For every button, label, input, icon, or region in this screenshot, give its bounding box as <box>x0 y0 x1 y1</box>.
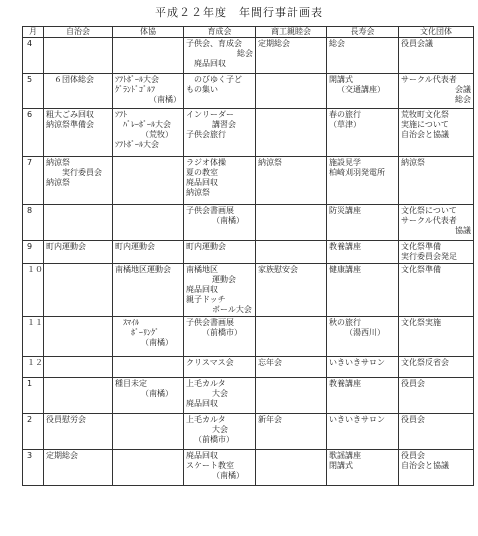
event-item: 納涼祭 <box>258 158 282 167</box>
ikuseikai-cell <box>184 205 256 241</box>
event-item: ｽﾏｲﾙ <box>123 318 139 327</box>
shoko-cell <box>256 241 327 264</box>
table-row <box>23 414 474 450</box>
event-item: 総会 <box>237 49 253 58</box>
taikyo-cell <box>113 241 184 264</box>
month-cell: 3 <box>23 450 44 486</box>
taikyo-cell <box>113 205 184 241</box>
ikuseikai-cell <box>184 157 256 205</box>
bunka-cell <box>399 157 474 205</box>
bunka-cell <box>399 264 474 317</box>
month-cell: 1 <box>23 378 44 414</box>
event-item: 自治会と協議 <box>401 461 449 470</box>
chojukai-cell <box>327 157 399 205</box>
shoko-cell <box>256 74 327 109</box>
event-item: 開講式 <box>329 75 353 84</box>
event-item: 廃品回収 <box>186 285 218 294</box>
event-item: 実施について <box>401 120 449 129</box>
month-cell: １２ <box>23 357 44 378</box>
event-item: （交通講座） <box>337 85 385 94</box>
event-item: （南橘） <box>141 389 173 398</box>
chojukai-cell <box>327 241 399 264</box>
event-item: いきいきサロン <box>329 415 385 424</box>
event-item: 秋の旅行 <box>329 318 361 327</box>
table-row <box>23 157 474 205</box>
jichikai-cell <box>44 264 113 317</box>
event-item: サークル代表者 <box>401 75 457 84</box>
chojukai-cell <box>327 450 399 486</box>
taikyo-cell <box>113 414 184 450</box>
jichikai-cell <box>44 450 113 486</box>
taikyo-cell <box>113 378 184 414</box>
event-item: 町内運動会 <box>115 242 155 251</box>
event-item: のびゆく子ど <box>194 75 242 84</box>
event-item: 春の旅行 <box>329 110 361 119</box>
taikyo-cell <box>113 157 184 205</box>
document-title: 平成２２年度 年間行事計画表 <box>155 6 323 19</box>
event-item: ﾊﾞﾚｰﾎﾞｰﾙ大会 <box>123 120 171 129</box>
jichikai-cell <box>44 357 113 378</box>
taikyo-cell <box>113 317 184 357</box>
ikuseikai-cell <box>184 264 256 317</box>
event-item: 南橘地区 <box>186 265 218 274</box>
event-item: （南橘） <box>212 471 244 480</box>
event-item: 忘年会 <box>258 358 282 367</box>
shoko-cell <box>256 378 327 414</box>
chojukai-cell <box>327 264 399 317</box>
chojukai-cell <box>327 414 399 450</box>
event-item: （南橘） <box>141 338 173 347</box>
event-item: 定期総会 <box>258 39 290 48</box>
ikuseikai-cell <box>184 317 256 357</box>
taikyo-cell <box>113 74 184 109</box>
event-item: 閉講式 <box>329 461 353 470</box>
header-bunka: 文化団体 <box>399 27 474 38</box>
event-item: 文化祭反省会 <box>401 358 449 367</box>
event-item: 歌謡講座 <box>329 451 361 460</box>
event-item: ﾎﾞｰﾘﾝｸﾞ <box>131 328 159 337</box>
event-item: 役員会 <box>401 379 425 388</box>
shoko-cell <box>256 157 327 205</box>
event-item: 粗大ごみ回収 <box>46 110 94 119</box>
header-chojukai: 長寿会 <box>327 27 399 38</box>
event-item: 総会 <box>329 39 345 48</box>
ikuseikai-cell <box>184 109 256 157</box>
ikuseikai-cell <box>184 74 256 109</box>
bunka-cell <box>399 450 474 486</box>
event-item: 荒牧町文化祭 <box>401 110 449 119</box>
header-ikuseikai: 育成会 <box>184 27 256 38</box>
chojukai-cell <box>327 38 399 74</box>
event-item: 子供会旅行 <box>186 130 226 139</box>
shoko-cell <box>256 450 327 486</box>
event-item: 総会 <box>455 95 471 104</box>
bunka-cell <box>399 414 474 450</box>
event-item: （南橘） <box>212 216 244 225</box>
event-item: 教養講座 <box>329 242 361 251</box>
event-item: 夏の教室 <box>186 168 218 177</box>
event-item: 実行委員会 <box>62 168 102 177</box>
event-item: 役員会 <box>401 451 425 460</box>
chojukai-cell <box>327 205 399 241</box>
event-item: 文化祭実施 <box>401 318 441 327</box>
event-item: 教養講座 <box>329 379 361 388</box>
event-item: ｿﾌﾄﾎﾞｰﾙ大会 <box>115 75 159 84</box>
shoko-cell <box>256 205 327 241</box>
jichikai-cell <box>44 157 113 205</box>
jichikai-cell <box>44 109 113 157</box>
event-item: 町内運動会 <box>186 242 226 251</box>
taikyo-cell <box>113 450 184 486</box>
month-cell: １０ <box>23 264 44 317</box>
table-row <box>23 378 474 414</box>
table-row <box>23 264 474 317</box>
month-cell: １１ <box>23 317 44 357</box>
event-item: （南橘） <box>149 95 181 104</box>
bunka-cell <box>399 378 474 414</box>
header-jichikai: 自治会 <box>44 27 113 38</box>
table-row <box>23 38 474 74</box>
event-item: （前橋市） <box>202 328 242 337</box>
table-row <box>23 450 474 486</box>
bunka-cell <box>399 74 474 109</box>
shoko-cell <box>256 38 327 74</box>
ikuseikai-cell <box>184 414 256 450</box>
event-item: （前橋市） <box>194 435 234 444</box>
event-item: 納涼祭 <box>46 158 70 167</box>
event-item: 廃品回収 <box>186 399 218 408</box>
chojukai-cell <box>327 317 399 357</box>
event-item: 講習会 <box>212 120 236 129</box>
event-item: 柏崎刈羽発電所 <box>329 168 385 177</box>
event-item: 家族慰安会 <box>258 265 298 274</box>
jichikai-cell <box>44 38 113 74</box>
table-row <box>23 205 474 241</box>
event-item: 運動会 <box>212 275 236 284</box>
shoko-cell <box>256 109 327 157</box>
shoko-cell <box>256 264 327 317</box>
bunka-cell <box>399 357 474 378</box>
jichikai-cell <box>44 74 113 109</box>
event-item: 種目未定 <box>115 379 147 388</box>
taikyo-cell <box>113 357 184 378</box>
event-item: ラジオ体操 <box>186 158 226 167</box>
event-item: 文化祭について <box>401 206 457 215</box>
event-item: 子供会書画展 <box>186 318 234 327</box>
event-item: 大会 <box>212 389 228 398</box>
month-cell: 7 <box>23 157 44 205</box>
chojukai-cell <box>327 74 399 109</box>
event-item: クリスマス会 <box>186 358 234 367</box>
header-row <box>23 27 474 38</box>
event-item: 役員会議 <box>401 39 433 48</box>
event-item: 新年会 <box>258 415 282 424</box>
bunka-cell <box>399 205 474 241</box>
event-item: ｸﾞﾗﾝﾄﾞｺﾞﾙﾌ <box>115 85 155 94</box>
table-row <box>23 357 474 378</box>
event-item: （湯西川） <box>345 328 385 337</box>
event-item: （荒牧） <box>141 130 173 139</box>
month-cell: 4 <box>23 38 44 74</box>
event-item: （草津） <box>329 120 361 129</box>
month-cell: 8 <box>23 205 44 241</box>
jichikai-cell <box>44 205 113 241</box>
event-item: 役員会 <box>401 415 425 424</box>
table-row <box>23 317 474 357</box>
chojukai-cell <box>327 109 399 157</box>
shoko-cell <box>256 317 327 357</box>
ikuseikai-cell <box>184 38 256 74</box>
ikuseikai-cell <box>184 450 256 486</box>
bunka-cell <box>399 241 474 264</box>
event-item: 廃品回収 <box>186 451 218 460</box>
event-item: 親子ドッチ <box>186 295 226 304</box>
month-cell: 5 <box>23 74 44 109</box>
month-cell: 6 <box>23 109 44 157</box>
chojukai-cell <box>327 378 399 414</box>
jichikai-cell <box>44 378 113 414</box>
event-item: 健康講座 <box>329 265 361 274</box>
event-item: 上毛カルタ <box>186 415 226 424</box>
event-item: インリーダー <box>186 110 234 119</box>
event-item: 役員慰労会 <box>46 415 86 424</box>
event-item: 納涼祭 <box>401 158 425 167</box>
jichikai-cell <box>44 414 113 450</box>
table-row <box>23 74 474 109</box>
event-item: 上毛カルタ <box>186 379 226 388</box>
taikyo-cell <box>113 38 184 74</box>
ikuseikai-cell <box>184 378 256 414</box>
taikyo-cell <box>113 264 184 317</box>
event-item: 納涼祭準備会 <box>46 120 94 129</box>
event-item: 町内運動会 <box>46 242 86 251</box>
event-item: 会議 <box>455 85 471 94</box>
shoko-cell <box>256 357 327 378</box>
event-item: サークル代表者 <box>401 216 457 225</box>
month-cell: 2 <box>23 414 44 450</box>
event-item: 南橘地区運動会 <box>115 265 171 274</box>
event-item: 子供会、育成会 <box>186 39 242 48</box>
event-item: ｿﾌﾄﾎﾞｰﾙ大会 <box>115 140 159 149</box>
event-item: 子供会書画展 <box>186 206 234 215</box>
event-item: 大会 <box>212 425 228 434</box>
header-month: 月 <box>23 27 44 38</box>
ikuseikai-cell <box>184 241 256 264</box>
event-item: 納涼祭 <box>46 178 70 187</box>
annual-schedule-table <box>22 26 474 486</box>
jichikai-cell <box>44 317 113 357</box>
event-item: もの集い <box>186 85 218 94</box>
bunka-cell <box>399 38 474 74</box>
event-item: 文化祭準備 <box>401 242 441 251</box>
taikyo-cell <box>113 109 184 157</box>
event-item: ボール大会 <box>212 305 252 314</box>
chojukai-cell <box>327 357 399 378</box>
event-item: 施設見学 <box>329 158 361 167</box>
event-item: 廃品回収 <box>186 178 218 187</box>
event-item: 実行委員会発足 <box>401 252 457 261</box>
table-row <box>23 109 474 157</box>
table-row <box>23 241 474 264</box>
event-item: 防災講座 <box>329 206 361 215</box>
event-item: ｿﾌﾄ <box>115 110 127 119</box>
event-item: 自治会と協議 <box>401 130 449 139</box>
event-item: 廃品回収 <box>194 59 226 68</box>
event-item: 定期総会 <box>46 451 78 460</box>
bunka-cell <box>399 317 474 357</box>
header-shoko: 商工親睦会 <box>256 27 327 38</box>
event-item: スケート教室 <box>186 461 234 470</box>
month-cell: 9 <box>23 241 44 264</box>
event-item: ６団体総会 <box>54 75 94 84</box>
jichikai-cell <box>44 241 113 264</box>
header-taikyo: 体協 <box>113 27 184 38</box>
event-item: 協議 <box>455 226 471 235</box>
event-item: 文化祭準備 <box>401 265 441 274</box>
bunka-cell <box>399 109 474 157</box>
event-item: いきいきサロン <box>329 358 385 367</box>
shoko-cell <box>256 414 327 450</box>
ikuseikai-cell <box>184 357 256 378</box>
event-item: 納涼祭 <box>186 188 210 197</box>
